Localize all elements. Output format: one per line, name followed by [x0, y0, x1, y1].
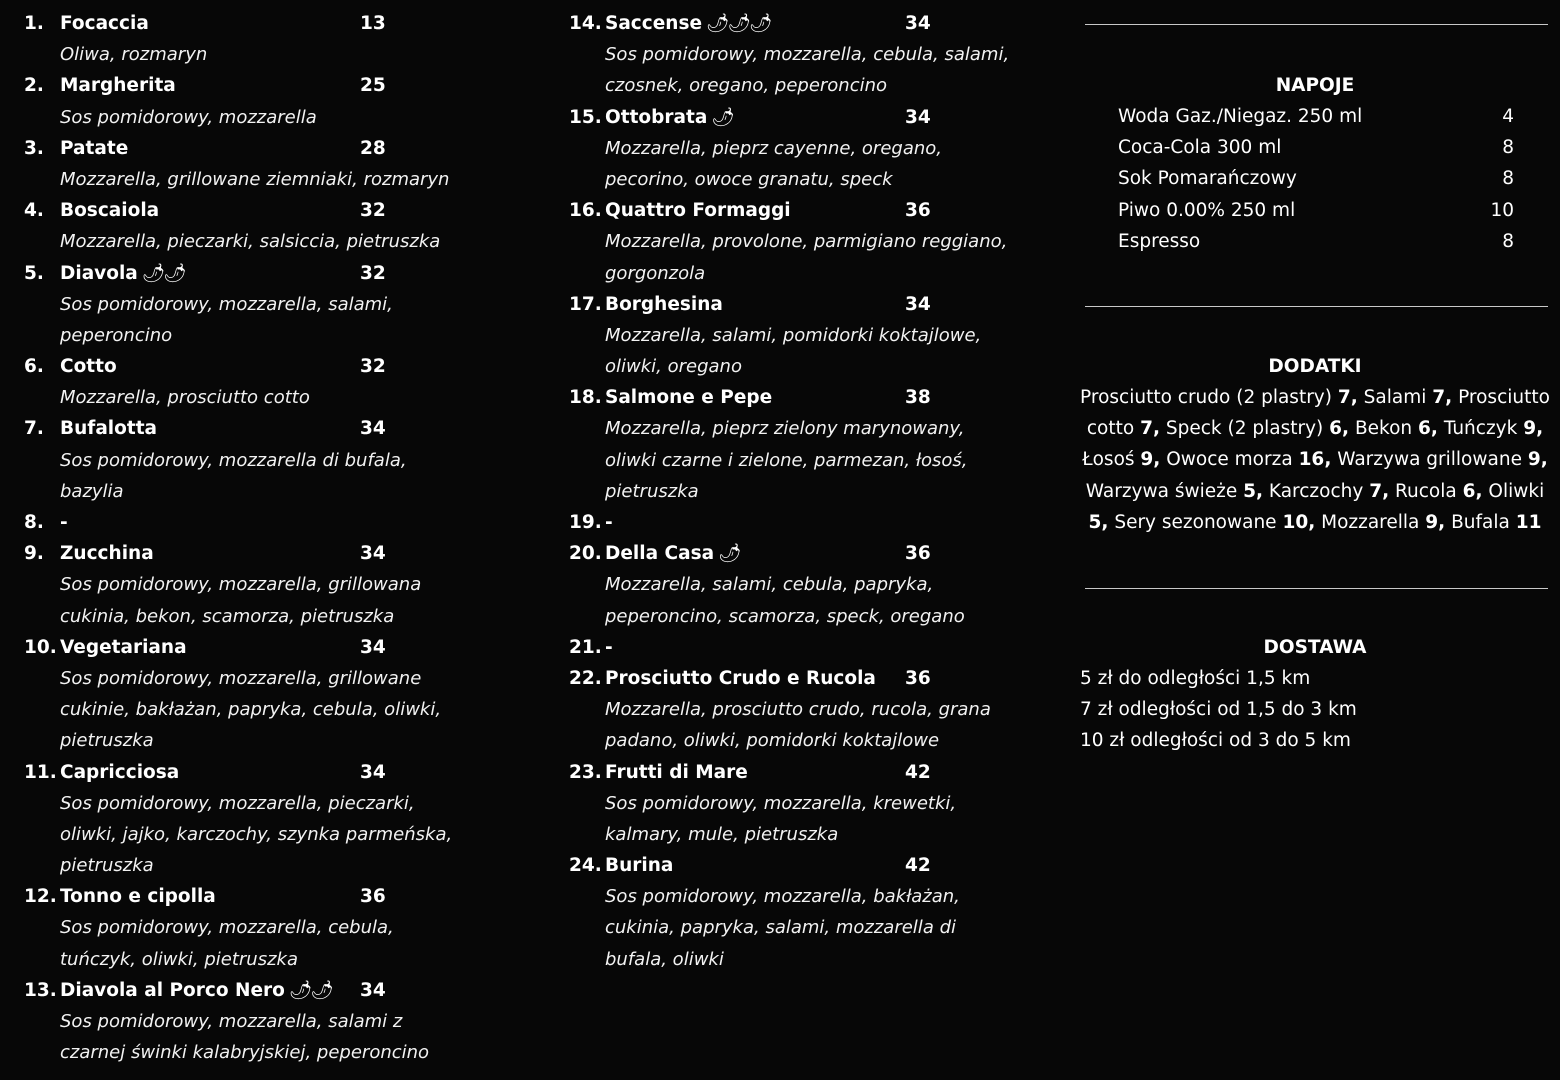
item-name-text: Burina: [605, 855, 674, 877]
item-name: [605, 195, 791, 226]
item-price: 34: [360, 979, 386, 1001]
item-name: [605, 382, 772, 413]
menu-item-header: [569, 538, 1069, 569]
item-price: 42: [905, 761, 931, 783]
chili-pepper-icon: 🌶: [711, 106, 733, 128]
item-description: peperoncino, scamorza, speck, oregano: [605, 605, 965, 627]
item-price: 34: [360, 418, 386, 440]
item-description: Mozzarella, pieprz zielony marynowany,: [605, 418, 965, 440]
item-price: 25: [360, 75, 386, 97]
item-price: 34: [360, 761, 386, 783]
item-description: pecorino, owoce granatu, speck: [605, 168, 893, 190]
item-number: 23.: [569, 761, 602, 783]
item-description: Sos pomidorowy, mozzarella, bakłażan,: [605, 886, 960, 908]
item-description: padano, oliwki, pomidorki koktajlowe: [605, 730, 940, 752]
item-name-text: Vegetariana: [60, 636, 187, 658]
item-number: 22.: [569, 667, 602, 689]
menu-item-header: [569, 663, 1069, 694]
extras-list: [1080, 382, 1550, 538]
item-price: 36: [905, 667, 931, 689]
item-name-text: Frutti di Mare: [605, 761, 748, 783]
item-name: [60, 757, 179, 788]
item-price: 28: [360, 137, 386, 159]
item-number: 20.: [569, 543, 602, 565]
item-price: 36: [905, 200, 931, 222]
menu-item-header: [24, 507, 544, 538]
item-number: 11.: [24, 761, 57, 783]
item-name-text: Bufalotta: [60, 418, 158, 440]
item-number: 19.: [569, 512, 602, 533]
item-name: [605, 538, 740, 569]
item-description: cukinia, bekon, scamorza, pietruszka: [60, 605, 395, 627]
delivery-line: 10 zł odległości od 3 do 5 km: [1080, 730, 1351, 751]
item-price: 13: [360, 13, 386, 34]
menu-item-header: [24, 70, 544, 101]
item-description: czosnek, oregano, peperoncino: [605, 75, 888, 97]
menu-item-header: [24, 195, 544, 226]
menu-item-header: [24, 351, 544, 382]
menu-item-header: [24, 632, 544, 663]
item-name-text: Della Casa: [605, 543, 715, 565]
item-number: 4.: [24, 200, 44, 222]
item-description: pietruszka: [60, 855, 154, 877]
item-description: cukinia, papryka, salami, mozzarella di: [605, 917, 956, 939]
item-price: 34: [905, 106, 931, 128]
item-name-text: Capricciosa: [60, 761, 180, 783]
drink-price: 8: [1502, 168, 1514, 190]
item-name: [60, 133, 128, 164]
item-number: 10.: [24, 636, 57, 658]
item-description: gorgonzola: [605, 262, 706, 284]
item-name: [605, 850, 673, 881]
item-name-text: Saccense: [605, 13, 703, 34]
item-name: [60, 975, 332, 1006]
item-name-text: Diavola: [60, 262, 138, 284]
item-number: 14.: [569, 13, 602, 34]
menu-item-header: [24, 258, 544, 289]
item-description: Mozzarella, prosciutto crudo, rucola, grana: [605, 699, 991, 721]
item-number: 21.: [569, 636, 602, 658]
divider: [1085, 588, 1548, 589]
item-description: cukinie, bakłażan, papryka, cebula, oliwki,: [60, 699, 442, 721]
item-description: bazylia: [60, 480, 124, 502]
chili-pepper-icon: 🌶🌶: [141, 262, 185, 284]
item-name: [60, 881, 216, 912]
item-number: 17.: [569, 293, 602, 315]
item-name-text: Margherita: [60, 75, 176, 97]
chili-pepper-icon: 🌶🌶: [288, 979, 332, 1001]
drink-price: 10: [1490, 199, 1514, 221]
item-description: Sos pomidorowy, mozzarella, cebula,: [60, 917, 394, 939]
item-name-text: Boscaiola: [60, 200, 160, 222]
menu-item-header: [569, 102, 1069, 133]
menu-item-header: [24, 413, 544, 444]
item-description: Oliwa, rozmaryn: [60, 44, 208, 66]
item-number: 13.: [24, 979, 57, 1001]
item-description: Mozzarella, provolone, parmigiano reggiano,: [605, 231, 1008, 253]
item-description: Mozzarella, pieczarki, salsiccia, pietruszka: [60, 231, 441, 253]
item-name: [605, 8, 771, 39]
dostawa-title: DOSTAWA: [1263, 637, 1367, 658]
menu-item-header: [24, 881, 544, 912]
item-name: [60, 351, 117, 382]
item-name-text: Patate: [60, 137, 129, 159]
menu-item-header: [569, 757, 1069, 788]
drink-row: [1118, 195, 1514, 226]
item-description: peperoncino: [60, 324, 173, 346]
item-name-text: Salmone e Pepe: [605, 387, 773, 409]
menu-item-header: [24, 538, 544, 569]
item-description: oliwki czarne i zielone, parmezan, łosoś,: [605, 449, 968, 471]
menu-item-header: [569, 289, 1069, 320]
item-description: Sos pomidorowy, mozzarella, grillowane: [60, 667, 422, 689]
drink-price: 8: [1502, 230, 1514, 252]
delivery-line: 5 zł do odległości 1,5 km: [1080, 668, 1311, 689]
delivery-line: 7 zł odległości od 1,5 do 3 km: [1080, 699, 1357, 720]
item-price: 32: [360, 262, 386, 284]
item-name: [60, 195, 159, 226]
menu-item-header: [569, 195, 1069, 226]
item-name-text: Prosciutto Crudo e Rucola: [605, 667, 876, 689]
item-price: 36: [905, 543, 931, 565]
drink-name: Sok Pomarańczowy: [1118, 168, 1297, 190]
item-price: 34: [905, 293, 931, 315]
drink-row: [1118, 101, 1514, 132]
item-name: [60, 538, 154, 569]
item-description: pietruszka: [605, 480, 699, 502]
menu-item-header: [24, 133, 544, 164]
item-number: 15.: [569, 106, 602, 128]
menu-column-left: [24, 8, 544, 1068]
item-number: 9.: [24, 543, 44, 565]
drink-name: Espresso: [1118, 230, 1201, 252]
menu-item-header: [24, 975, 544, 1006]
item-name: [605, 289, 723, 320]
menu-item-header: [569, 632, 1069, 663]
item-name: [60, 70, 176, 101]
item-name-text: Diavola al Porco Nero: [60, 979, 285, 1001]
extras-line: Prosciutto crudo (2 plastry) 7, Salami 7, Prosciutto cotto 7, Speck (2 plastry) 6, Bekon 6, Tuńczyk 9, Łosoś 9, Owoce morza 16, Warzywa grillowane 9, Warzywa świeże 5, Karczochy 7, Rucola 6, Oliwki 5, Sery sezonowane 10, Mozzarella 9, Bufala 11: [1080, 387, 1550, 533]
item-number: 24.: [569, 855, 602, 877]
item-description: pietruszka: [60, 730, 154, 752]
item-name-text: Tonno e cipolla: [60, 886, 216, 908]
menu-column-right: [569, 8, 1069, 975]
item-name: [60, 8, 149, 39]
item-description: Sos pomidorowy, mozzarella, grillowana: [60, 574, 422, 596]
item-number: 6.: [24, 356, 44, 378]
menu-item-header: [569, 850, 1069, 881]
drink-row: [1118, 132, 1514, 163]
item-price: 42: [905, 855, 931, 877]
item-name-text: -: [605, 512, 613, 533]
drink-name: Piwo 0.00% 250 ml: [1118, 199, 1296, 221]
item-price: 32: [360, 200, 386, 222]
item-number: 5.: [24, 262, 44, 284]
item-name-text: Ottobrata: [605, 106, 708, 128]
item-description: Sos pomidorowy, mozzarella, salami,: [60, 293, 393, 315]
item-name-text: Focaccia: [60, 13, 149, 34]
item-price: 34: [360, 543, 386, 565]
item-name: [605, 507, 613, 538]
item-description: Mozzarella, grillowane ziemniaki, rozmaryn: [60, 168, 450, 190]
item-description: Mozzarella, salami, pomidorki koktajlowe,: [605, 324, 982, 346]
item-name: [605, 757, 748, 788]
item-name-text: Zucchina: [60, 543, 154, 565]
chili-pepper-icon: 🌶: [718, 543, 740, 565]
item-description: bufala, oliwki: [605, 948, 724, 970]
divider: [1085, 24, 1548, 25]
item-number: 8.: [24, 512, 44, 533]
item-description: kalmary, mule, pietruszka: [605, 823, 839, 845]
dodatki-title: DODATKI: [1268, 356, 1362, 377]
menu-item-header: [24, 757, 544, 788]
menu-item-header: [24, 8, 544, 39]
menu-item-header: [569, 507, 1069, 538]
item-name: [60, 632, 187, 663]
item-number: 7.: [24, 418, 44, 440]
item-description: Sos pomidorowy, mozzarella, pieczarki,: [60, 792, 415, 814]
item-number: 1.: [24, 13, 44, 34]
item-description: Mozzarella, pieprz cayenne, oregano,: [605, 137, 942, 159]
drink-price: 8: [1502, 137, 1514, 159]
napoje-title: NAPOJE: [1275, 75, 1355, 96]
item-price: 38: [905, 387, 931, 409]
drink-row: [1118, 163, 1514, 194]
drink-price: 4: [1502, 106, 1514, 127]
item-description: Sos pomidorowy, mozzarella, salami z: [60, 1011, 403, 1032]
item-name-text: -: [60, 512, 68, 533]
drink-name: Coca-Cola 300 ml: [1118, 137, 1282, 159]
item-description: Mozzarella, salami, cebula, papryka,: [605, 574, 934, 596]
menu-item-header: [569, 8, 1069, 39]
item-number: 18.: [569, 387, 602, 409]
item-description: oliwki, oregano: [605, 356, 742, 378]
drink-name: Woda Gaz./Niegaz. 250 ml: [1118, 106, 1363, 127]
item-name: [605, 632, 613, 663]
item-price: 36: [360, 886, 386, 908]
item-price: 34: [905, 13, 931, 34]
item-name-text: -: [605, 636, 613, 658]
item-name-text: Quattro Formaggi: [605, 200, 791, 222]
item-number: 16.: [569, 200, 602, 222]
item-number: 12.: [24, 886, 57, 908]
item-name: [60, 507, 68, 538]
item-description: Mozzarella, prosciutto cotto: [60, 387, 310, 409]
item-price: 34: [360, 636, 386, 658]
item-name-text: Borghesina: [605, 293, 723, 315]
item-name: [605, 663, 876, 694]
item-description: Sos pomidorowy, mozzarella, krewetki,: [605, 792, 957, 814]
item-name: [60, 258, 185, 289]
item-number: 2.: [24, 75, 44, 97]
item-description: Sos pomidorowy, mozzarella, cebula, salami,: [605, 44, 1010, 66]
item-name: [60, 413, 157, 444]
chili-pepper-icon: 🌶🌶🌶: [706, 13, 771, 34]
item-description: Sos pomidorowy, mozzarella di bufala,: [60, 449, 407, 471]
divider: [1085, 306, 1548, 307]
item-description: czarnej świnki kalabryjskiej, peperoncino: [60, 1042, 430, 1064]
drink-row: [1118, 226, 1514, 257]
item-name: [605, 102, 733, 133]
item-description: tuńczyk, oliwki, pietruszka: [60, 948, 298, 970]
item-description: oliwki, jajko, karczochy, szynka parmeńska,: [60, 823, 453, 845]
item-description: Sos pomidorowy, mozzarella: [60, 106, 317, 128]
item-name-text: Cotto: [60, 356, 117, 378]
item-price: 32: [360, 356, 386, 378]
item-number: 3.: [24, 137, 44, 159]
menu-item-header: [569, 382, 1069, 413]
